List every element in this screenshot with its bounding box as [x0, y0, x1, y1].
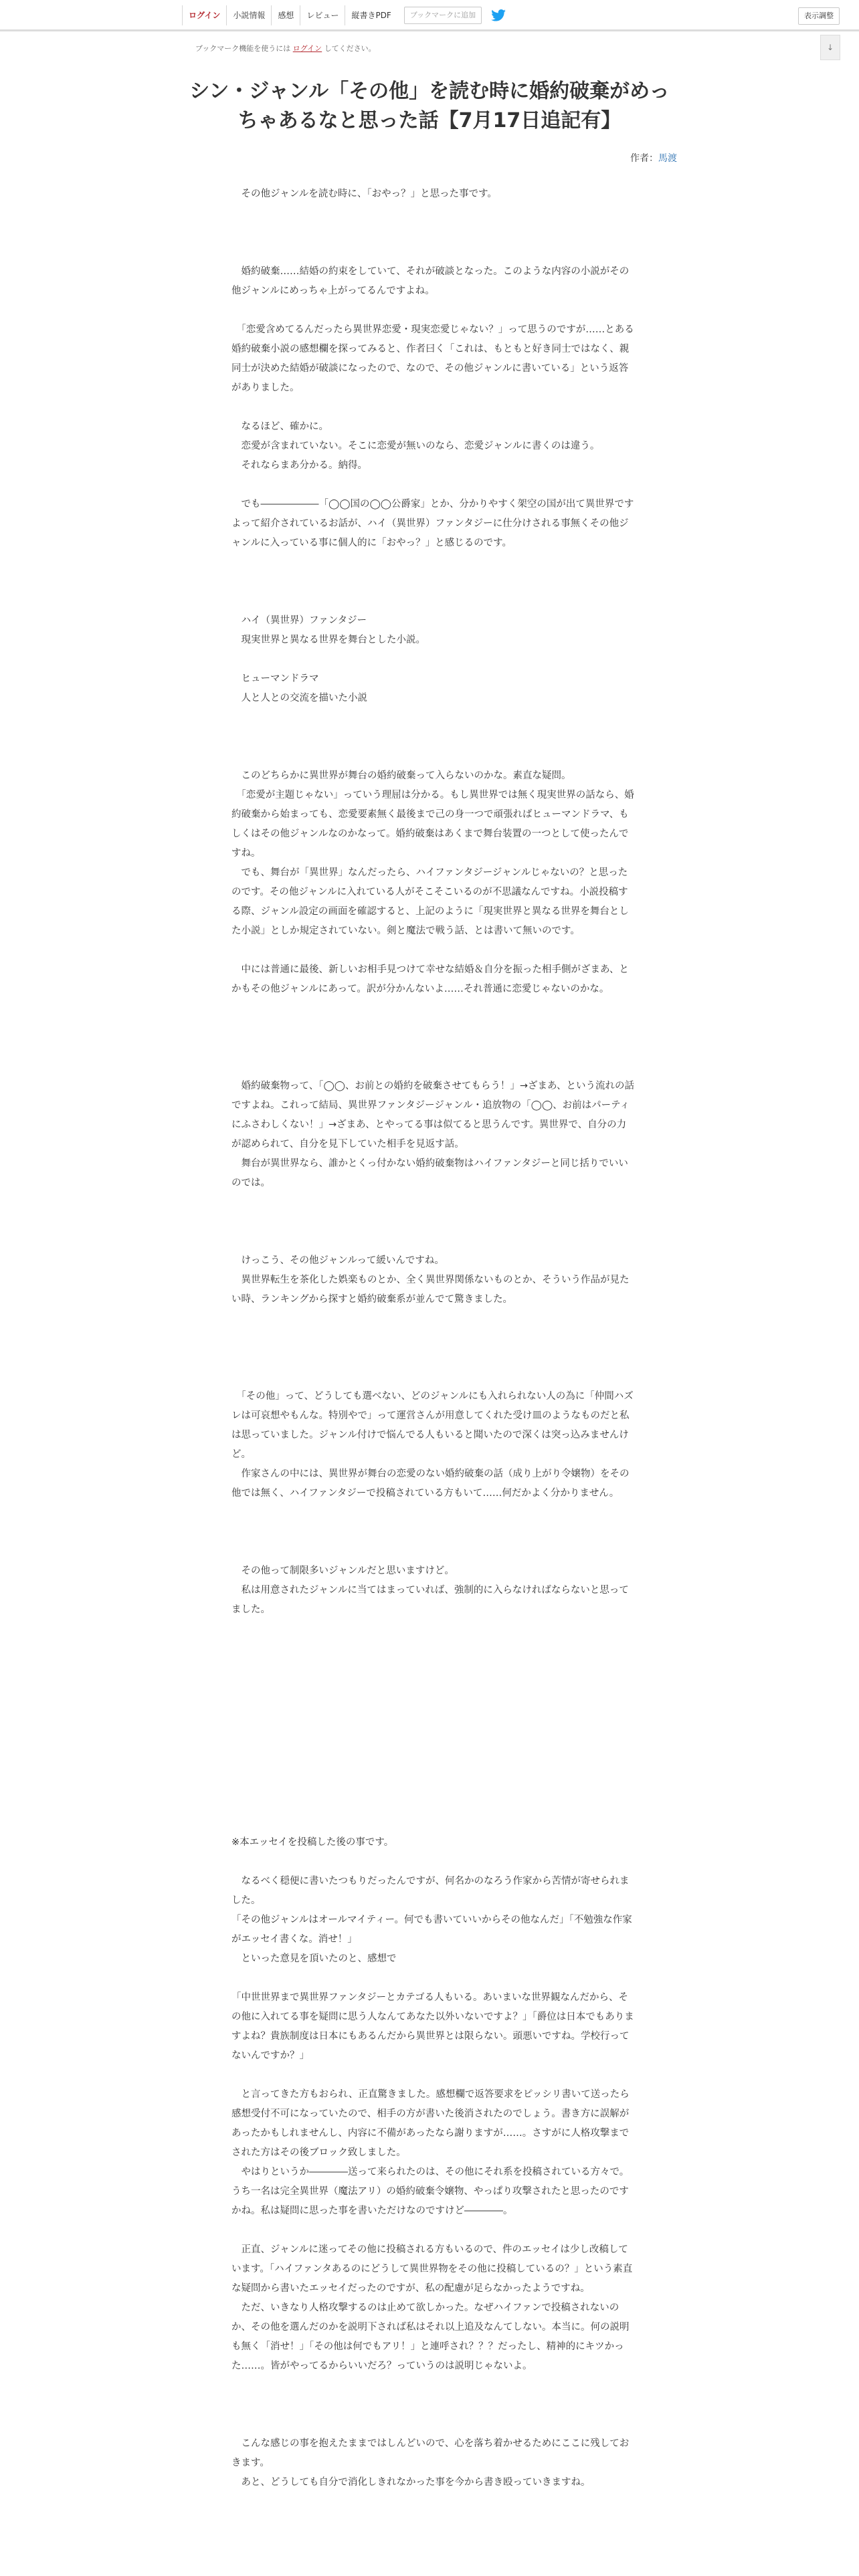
body-paragraph: 婚約破棄物って、「◯◯、お前との婚約を破棄させてもらう！」→ざまあ、という流れの話ですよね。これって結局、異世界ファンタジージャンル・追放物の「◯◯、お前はパーティにふさわしくない！」→ざまあ、とやってる事は似てると思うんです。異世界で、自分の力が認められて、自分を見下していた相手を見返す話。 — [231, 1081, 634, 1150]
body-paragraph: 「その他ジャンルはオールマイティー。何でも書いていいからその他なんだ」「不勉強な作家がエッセイ書くな。消せ！」 — [231, 1915, 632, 1945]
body-paragraph: ハイ（異世界）ファンタジー — [231, 615, 367, 626]
body-paragraph: 「恋愛が主題じゃない」っていう理屈は分かる。もし異世界では無く現実世界の話なら、婚約破棄から始まっても、恋愛要素無く最後まで己の身一つで頑張ればヒューマンドラマ、もしくはその他ジャンルなのかなって。婚約破棄はあくまで舞台装置の一つとして使ったんですね。 — [231, 790, 634, 859]
body-paragraph: なるほど、確かに。 — [231, 421, 328, 432]
body-paragraph: けっこう、その他ジャンルって緩いんですね。 — [231, 1255, 444, 1266]
blank-line — [231, 1503, 636, 1523]
blank-line — [231, 2221, 636, 2240]
blank-line — [231, 572, 636, 592]
blank-line — [231, 1852, 636, 1872]
blank-line — [231, 1775, 636, 1794]
blank-line — [231, 301, 636, 320]
body-paragraph: でも――――――「◯◯国の◯◯公爵家」とか、分かりやすく架空の国が出て異世界ですよって紹介されているお話が、ハイ（異世界）ファンタジーに仕分けされる事無くその他ジャンルに入っている事に個人的に「おやっ？」と感じるのです。 — [231, 499, 634, 548]
blank-line — [231, 1057, 636, 1077]
blank-line — [231, 1969, 636, 1988]
nav-novel-info[interactable]: 小説情報 — [226, 5, 271, 25]
author-link[interactable]: 馬渡 — [658, 153, 677, 164]
body-paragraph: といった意見を頂いたのと、感想で — [231, 1953, 397, 1964]
blank-line — [231, 650, 636, 669]
blank-line — [231, 1368, 636, 1387]
notice-prefix: ブックマーク機能を使うには — [195, 44, 291, 53]
notice-suffix: してください。 — [324, 44, 376, 53]
nav-vertical-pdf[interactable]: 縦書きPDF — [345, 5, 397, 25]
body-paragraph: 正直、ジャンルに迷ってその他に投稿される方もいるので、件のエッセイは少し改稿しています。「ハイファンタあるのにどうして異世界物をその他に投稿しているの？」という素直な疑問から書いたエッセイだったのですが、私の配慮が足らなかったようですね。 — [231, 2244, 633, 2294]
blank-line — [231, 223, 636, 243]
blank-line — [231, 1736, 636, 1755]
body-paragraph: このどちらかに異世界が舞台の婚約破棄って入らないのかな。素直な疑問。 — [231, 770, 571, 781]
body-paragraph: ただ、いきなり人格攻撃するのは止めて欲しかった。なぜハイファンで投稿されないのか、その他を選んだのかを説明下されば私はそれ以上追及なんてしない。本当に。何の説明も無く「消せ！」「その他は何でもアリ！」と連呼され？？？だったし、精神的にキツかった……。皆がやってるからいいだろ？っていうのは説明じゃないよ。 — [231, 2302, 630, 2371]
body-paragraph: 中には普通に最後、新しいお相手見つけて幸せな結婚＆自分を振った相手側がざまあ、とかもその他ジャンルにあって。訳が分かんないよ……それ普通に恋愛じゃないのかな。 — [231, 964, 629, 994]
blank-line — [231, 592, 636, 611]
blank-line — [231, 1814, 636, 1833]
blank-line — [231, 1542, 636, 1562]
body-paragraph: 私は用意されたジャンルに当てはまっていれば、強制的に入らなければならないと思ってました。 — [231, 1585, 629, 1615]
scroll-arrow-icon[interactable]: ↓ — [820, 35, 840, 60]
body-paragraph: 舞台が異世界なら、誰かとくっ付かない婚約破棄物はハイファンタジーと同じ括りでいいのでは。 — [231, 1158, 628, 1188]
body-paragraph: ヒューマンドラマ — [231, 673, 319, 684]
body-paragraph: 「その他」って、どうしても選べない、どのジャンルにも入れられない人の為に「仲間ハズレは可哀想やもんな。特別やで」って運営さんが用意してくれた受け皿のようなものだと私は思っていました。ジャンル付けで悩んでる人もいると聞いたので深くは突っ込みませんけど。 — [231, 1391, 634, 1460]
body-paragraph: その他ジャンルを読む時に、「おやっ？」と思った事です。 — [231, 189, 497, 199]
body-paragraph: なるべく穏便に書いたつもりだったんですが、何名かのなろう作家から苦情が寄せられました。 — [231, 1876, 630, 1906]
blank-line — [231, 243, 636, 262]
novel-body — [231, 185, 636, 2492]
nav-impressions[interactable]: 感想 — [271, 5, 300, 25]
body-paragraph: ※本エッセイを投稿した後の事です。 — [231, 1837, 394, 1848]
blank-line — [231, 2395, 636, 2415]
blank-line — [231, 1193, 636, 1212]
blank-line — [231, 1620, 636, 1639]
body-paragraph: 作家さんの中には、異世界が舞台の恋愛のない婚約破棄の話（成り上がり令嬢物）をその他では無く、ハイファンタジーで投稿されている方もいて……何だかよく分かりません。 — [231, 1469, 630, 1499]
display-settings-button[interactable]: 表示調整 — [798, 7, 840, 25]
top-bar — [0, 0, 859, 31]
nav-login[interactable]: ログイン — [182, 5, 226, 25]
author-line — [522, 151, 677, 165]
body-paragraph: 人と人との交流を描いた小説 — [231, 693, 367, 704]
blank-line — [231, 398, 636, 417]
blank-line — [231, 999, 636, 1018]
blank-line — [231, 1717, 636, 1736]
body-paragraph: 恋愛が含まれていない。そこに恋愛が無いのなら、恋愛ジャンルに書くのは違う。 — [231, 441, 600, 451]
body-paragraph: あと、どうしても自分で消化しきれなかった事を今から書き殴っていきますね。 — [231, 2477, 591, 2488]
blank-line — [231, 475, 636, 495]
blank-line — [231, 1697, 636, 1717]
blank-line — [231, 1523, 636, 1542]
body-paragraph: こんな感じの事を抱えたままではしんどいので、心を落ち着かせるためにここに残しておきます。 — [231, 2438, 630, 2468]
blank-line — [231, 728, 636, 747]
blank-line — [231, 1232, 636, 1251]
blank-line — [231, 1038, 636, 1057]
body-paragraph: その他って制限多いジャンルだと思いますけど。 — [231, 1566, 454, 1576]
blank-line — [231, 1639, 636, 1658]
blank-line — [231, 1658, 636, 1678]
blank-line — [231, 941, 636, 960]
twitter-bird-icon[interactable] — [490, 7, 507, 24]
blank-line — [231, 747, 636, 766]
body-paragraph: と言ってきた方もおられ、正直驚きました。感想欄で返答要求をピッシリ書いて送ったら感想受付不可になっていたので、相手の方が書いた後消されたのでしょう。書き方に誤解があったかもしれませんし、内容に不備があったなら謝りますが……。さすがに人格攻撃までされた方はその後ブロック致しました。 — [231, 2089, 630, 2158]
blank-line — [231, 2415, 636, 2434]
bookmark-login-notice — [195, 43, 376, 53]
body-paragraph: 婚約破棄……結婚の約束をしていて、それが破談となった。このような内容の小説がその他ジャンルにめっちゃ上がってるんですよね。 — [231, 266, 630, 296]
add-bookmark-button[interactable]: ブックマークに追加 — [404, 7, 482, 24]
blank-line — [231, 2376, 636, 2395]
blank-line — [231, 553, 636, 572]
body-paragraph: 「恋愛含めてるんだったら異世界恋愛・現実恋愛じゃない？」って思うのですが……とある婚約破棄小説の感想欄を探ってみると、作者曰く「これは、もともと好き同士ではなく、親同士が決めた結婚が破談になったので、なので、その他ジャンルに書いている」という返答がありました。 — [231, 324, 634, 393]
blank-line — [231, 1794, 636, 1814]
body-paragraph: それならまあ分かる。納得。 — [231, 460, 367, 471]
body-paragraph: 「中世世界まで異世界ファンタジーとカテゴる人もいる。あいまいな世界観なんだから、その他に入れてる事を疑問に思う人なんてあなた以外いないですよ？」「爵位は日本でもありますよね？貴族制度は日本にもあるんだから異世界とは限らない。頭悪いですね。学校行ってないんですか？」 — [231, 1992, 634, 2061]
author-label: 作者： — [630, 153, 658, 164]
blank-line — [231, 1018, 636, 1038]
body-paragraph: 現実世界と異なる世界を舞台とした小説。 — [231, 635, 425, 645]
page-title: シン・ジャンル「その他」を読む時に婚約破棄がめっちゃあるなと思った話【7月17日追記有】 — [189, 80, 670, 132]
blank-line — [231, 1309, 636, 1329]
blank-line — [231, 1212, 636, 1232]
blank-line — [231, 1755, 636, 1775]
blank-line — [231, 1329, 636, 1348]
body-paragraph: でも、舞台が「異世界」なんだったら、ハイファンタジージャンルじゃないの？と思ったのです。その他ジャンルに入れている人がそこそこいるのが不思議なんですね。小説投稿する際、ジャンル設定の画面を確認すると、上記のように「現実世界と異なる世界を舞台とした小説」としか規定されていない。剣と魔法で戦う話、とは書いて無いのです。 — [231, 867, 629, 936]
blank-line — [231, 2066, 636, 2085]
notice-login-link[interactable]: ログイン — [292, 44, 322, 53]
body-paragraph: 異世界転生を茶化した娯楽ものとか、全く異世界関係ないものとか、そういう作品が見たい時、ランキングから探すと婚約破棄系が並んでて驚きました。 — [231, 1275, 630, 1305]
blank-line — [231, 204, 636, 223]
blank-line — [231, 1678, 636, 1697]
nav-reviews[interactable]: レビュー — [300, 5, 345, 25]
blank-line — [231, 708, 636, 728]
blank-line — [231, 1348, 636, 1368]
body-paragraph: やはりというか――――送って来られたのは、その他にそれ系を投稿されている方々で。うち一名は完全異世界（魔法アリ）の婚約破棄令嬢物、やっぱり攻撃されたと思ったのですかね。私は疑問に思った事を書いただけなのですけど――――。 — [231, 2167, 630, 2216]
header-nav — [182, 5, 507, 25]
